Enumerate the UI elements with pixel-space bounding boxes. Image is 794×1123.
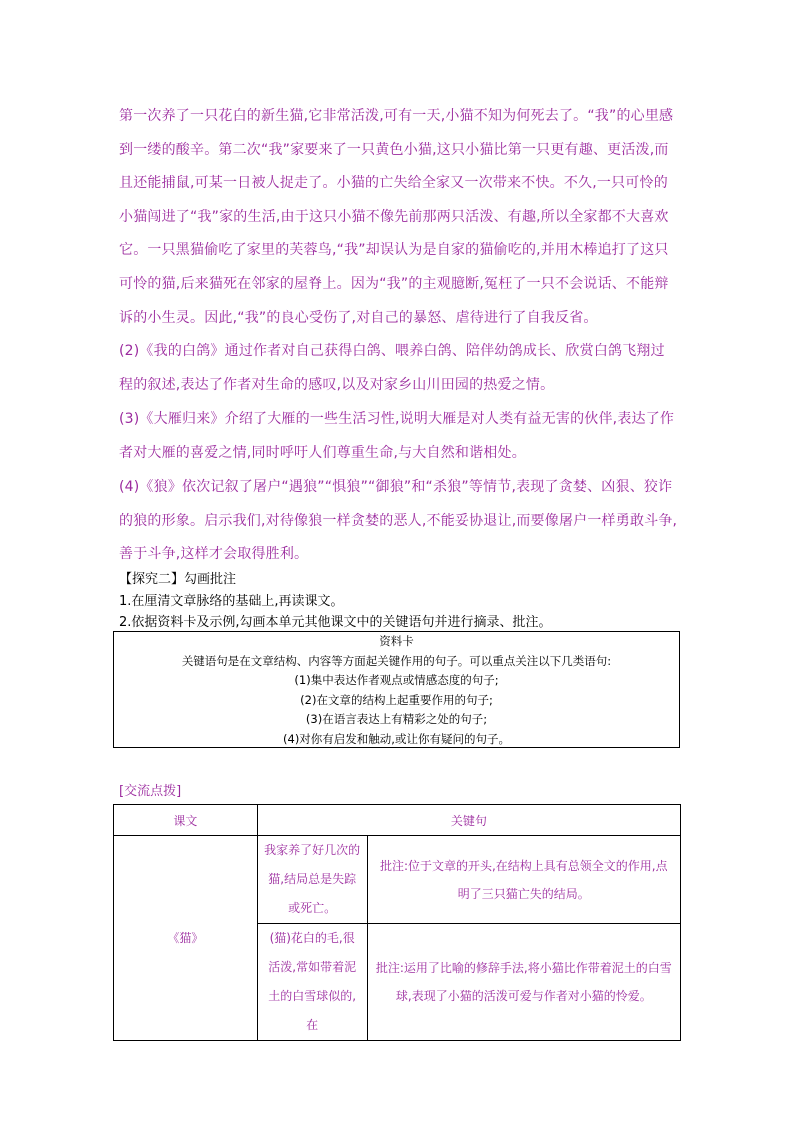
annotation-cell: 批注:位于文章的开头,在结构上具有总领全文的作用,点明了三只猫亡失的结局。 xyxy=(379,858,668,901)
exchange-heading: [交流点拨] xyxy=(119,784,182,799)
key-sentence-cell: 我家养了好几次的猫,结局总是失踪或死亡。 xyxy=(264,843,361,915)
card-item: (2)在文章的结构上起重要作用的句子; xyxy=(300,692,493,707)
explore-heading: 【探究二】勾画批注 xyxy=(119,572,237,587)
paragraph-wild-geese: (3)《大雁归来》介绍了大雁的一些生活习性,说明大雁是对人类有益无害的伙伴,表达了作者对大雁的喜爱之情,同时呼吁人们尊重生命,与大自然和谐相处。 xyxy=(119,411,675,461)
table-row xyxy=(114,836,681,924)
key-sentence-cell: (猫)花白的毛,很活泼,常如带着泥土的白雪球似的,在 xyxy=(268,931,357,1032)
explore-step-2: 2.依据资料卡及示例,勾画本单元其他课文中的关键语句并进行摘录、批注。 xyxy=(119,615,552,630)
explore-step-1: 1.在厘清文章脉络的基础上,再读课文。 xyxy=(119,594,344,609)
lesson-cell: 《猫》 xyxy=(114,836,258,1041)
column-header-lesson: 课文 xyxy=(114,805,258,836)
card-item: (3)在语言表达上有精彩之处的句子; xyxy=(305,712,488,726)
paragraph-wolf: (4)《狼》依次记叙了屠户“遇狼”“惧狼”“御狼”和“杀狼”等情节,表现了贪婪、凶狠、狡诈的狼的形象。启示我们,对待像狼一样贪婪的恶人,不能妥协退让,而要像屠户一样勇敢斗争,善于斗争,这样才会取得胜利。 xyxy=(119,479,678,563)
paragraph-cat-summary: 第一次养了一只花白的新生猫,它非常活泼,可有一天,小猫不知为何死去了。“我”的心里感到一缕的酸辛。第二次“我”家要来了一只黄色小猫,这只小猫比第一只更有趣、更活泼,而且还能捕鼠,可某一日被人捉走了。小猫的亡失给全家又一次带来不快。不久,一只可怜的小猫闯进了“我”家的生活,由于这只小猫不像先前那两只活泼、有趣,所以全家都不大喜欢它。一只黑猫偷吃了家里的芙蓉鸟,“我”却误认为是自家的猫偷吃的,并用木棒追打了这只可怜的猫,后来猫死在邻家的屋脊上。因为“我”的主观臆断,冤枉了一只不会说话、不能辩诉的小生灵。因此,“我”的良心受伤了,对自己的暴怒、虐待进行了自我反省。 xyxy=(119,108,674,326)
key-sentence-table xyxy=(113,804,681,1041)
table-header-row xyxy=(114,805,681,836)
card-title: 资料卡 xyxy=(379,634,414,648)
card-item: (1)集中表达作者观点或情感态度的句子; xyxy=(294,673,499,687)
card-intro: 关键语句是在文章结构、内容等方面起关键作用的句子。可以重点关注以下几类语句: xyxy=(181,653,612,668)
paragraph-pigeon: (2)《我的白鸽》通过作者对自己获得白鸽、喂养白鸽、陪伴幼鸽成长、欣赏白鸽飞翔过程的叙述,表达了作者对生命的感叹,以及对家乡山川田园的热爱之情。 xyxy=(119,343,665,393)
annotation-cell: 批注:运用了比喻的修辞手法,将小猫比作带着泥土的白雪球,表现了小猫的活泼可爱与作者对小猫的怜爱。 xyxy=(375,961,672,1003)
material-card xyxy=(113,631,680,748)
card-item: (4)对你有启发和触动,或让你有疑问的句子。 xyxy=(283,731,510,746)
column-header-key-sentence: 关键句 xyxy=(257,805,680,836)
